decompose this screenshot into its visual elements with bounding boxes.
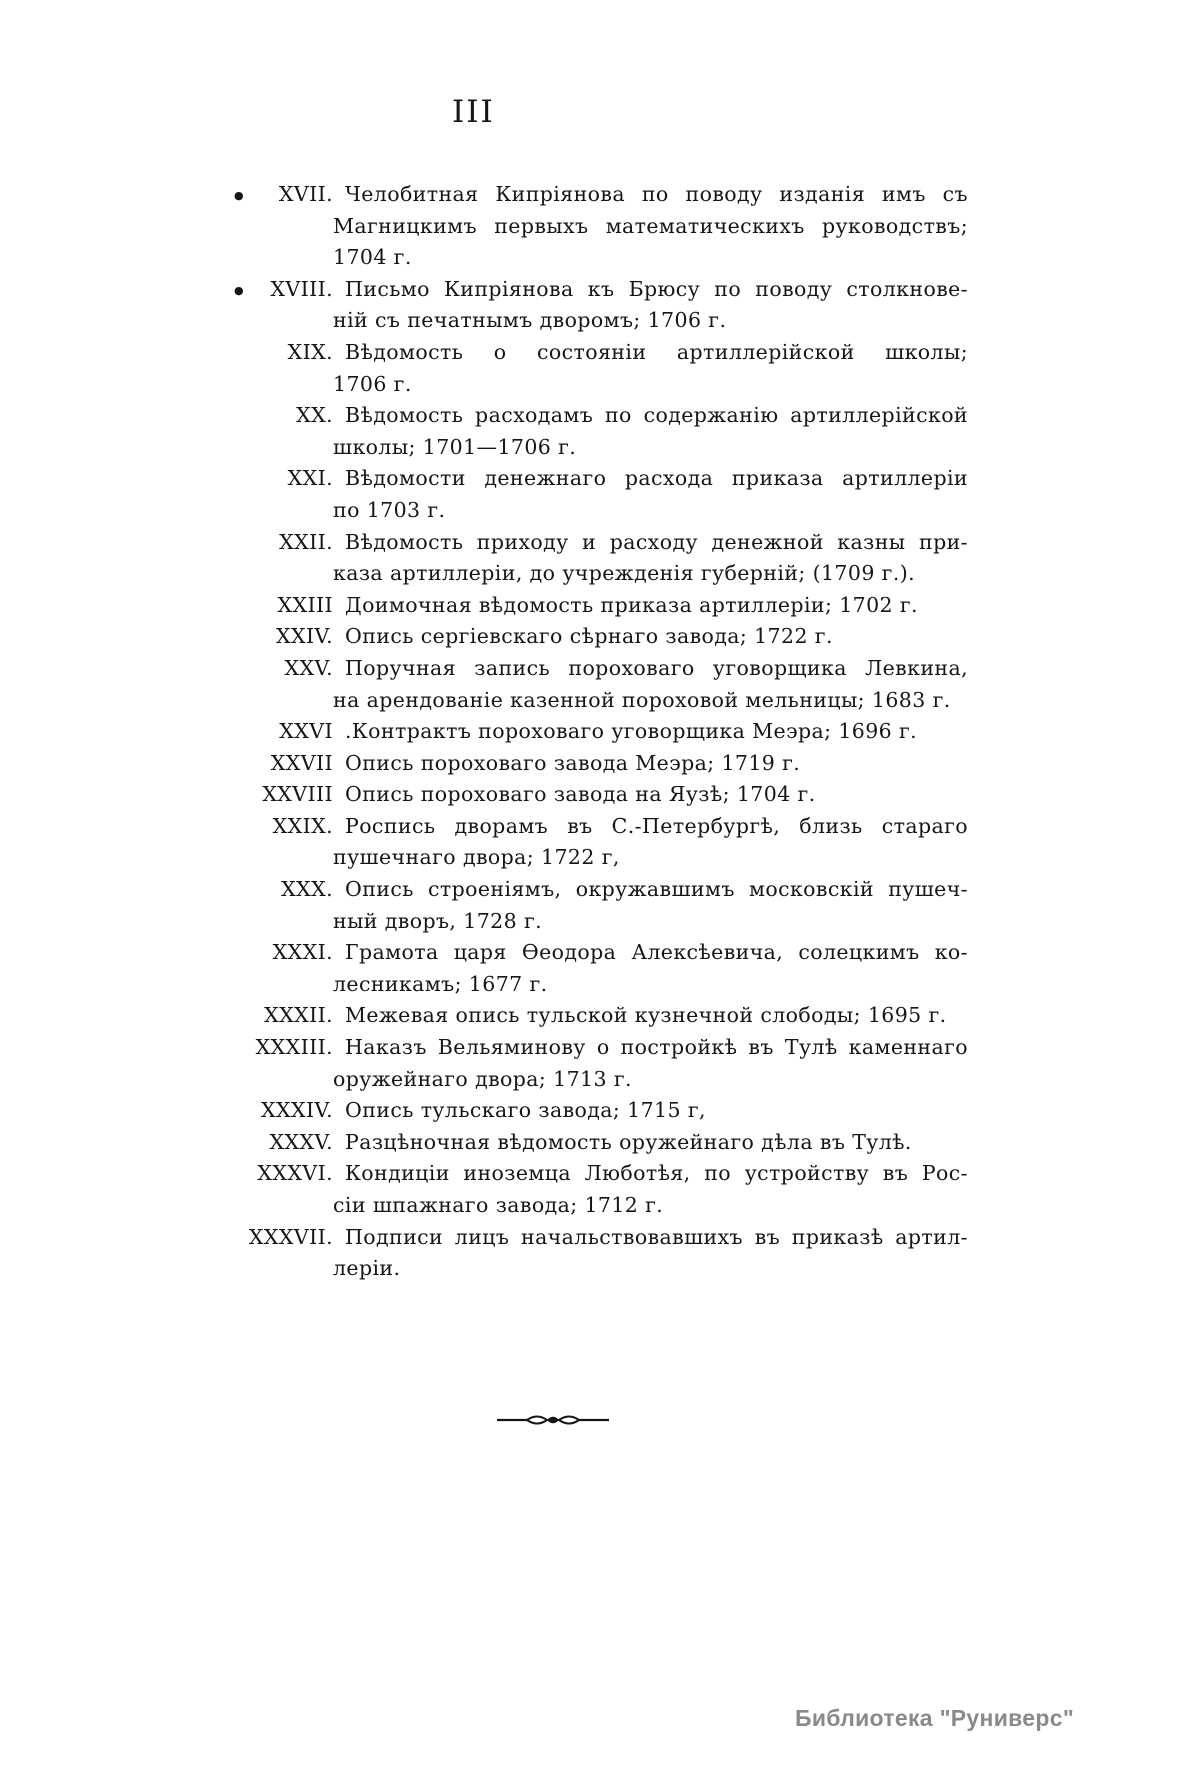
entry-numeral: XXIII [277, 592, 333, 617]
entry-numeral: XXII. [279, 529, 333, 554]
entry-text-line: оружейнаго двора; 1713 г. [333, 1066, 632, 1091]
entry-text-line: школы; 1701—1706 г. [333, 434, 577, 459]
entry-text [333, 748, 968, 780]
entry-numeral: XXXI. [272, 940, 333, 965]
entry-text-line: Грамота царя Ѳеодора Алексѣевича, солецкимъ ко- [345, 940, 968, 965]
toc-entry [190, 1127, 968, 1159]
entry-text-line: Опись строеніямъ, окружавшимъ московскій пушеч- [345, 877, 968, 902]
entry-text-line: Письмо Кипріянова къ Брюсу по поводу столкнове- [345, 276, 968, 301]
entry-text [333, 874, 968, 937]
entry-text-line: Опись пороховаго завода на Яузѣ; 1704 г. [345, 782, 816, 807]
library-watermark: Библиотека "Руниверс" [795, 1705, 1075, 1731]
entry-numeral: XXIX. [272, 813, 333, 838]
entry-numeral: XXXVII. [248, 1224, 333, 1249]
toc-entry [190, 1000, 968, 1032]
entry-numeral: XXX. [281, 877, 333, 902]
toc-entry [190, 1222, 968, 1285]
toc-entry [190, 874, 968, 937]
entry-numeral: XIX. [287, 339, 333, 364]
page-number: III [452, 94, 495, 130]
entry-text [333, 1095, 968, 1127]
entry-numeral: XXVII [270, 750, 333, 775]
entry-text [333, 400, 968, 463]
toc-entry [190, 937, 968, 1000]
entry-text-line: 1706 г. [333, 371, 412, 396]
entry-text-line: на арендованіе казенной пороховой мельницы; 1683 г. [333, 687, 951, 712]
margin-dot-icon: ● [234, 283, 244, 297]
entry-text-line: Кондиціи иноземца Люботѣя, по устройству въ Рос- [345, 1161, 968, 1186]
entry-text-line: каза артиллеріи, до учрежденія губерній; (1709 г.). [333, 561, 916, 586]
toc-entry [190, 748, 968, 780]
entry-numeral: XXVI [279, 719, 333, 744]
entry-text-line: Межевая опись тульской кузнечной слободы; 1695 г. [345, 1003, 947, 1028]
toc-entry [190, 1158, 968, 1221]
toc-entry [190, 337, 968, 400]
entry-text [333, 779, 968, 811]
entry-text [333, 811, 968, 874]
entry-text-line: пушечнаго двора; 1722 г, [333, 845, 620, 870]
entry-text-line: Подписи лицъ начальствовавшихъ въ приказѣ артил- [345, 1224, 968, 1249]
entry-text-line: Поручная запись пороховаго уговорщика Левкина, [345, 655, 968, 680]
entry-text-line: Челобитная Кипріянова по поводу изданія имъ съ [345, 182, 968, 206]
entry-text [333, 274, 968, 337]
toc-entry [190, 1095, 968, 1127]
entry-numeral: XVIII. [270, 276, 333, 301]
entry-numeral: XXXVI. [257, 1161, 333, 1186]
entry-text-line: Опись сергіевскаго сѣрнаго завода; 1722 г. [345, 624, 833, 649]
toc-entry [190, 716, 968, 748]
entry-text [333, 653, 968, 716]
toc-entry [190, 621, 968, 653]
entry-text-line: по 1703 г. [333, 497, 446, 522]
entry-text [333, 1127, 968, 1159]
entry-numeral: XXIV. [275, 624, 333, 649]
entry-text [333, 1000, 968, 1032]
entry-text-line: Разцѣночная вѣдомость оружейнаго дѣла въ Тулѣ. [345, 1129, 912, 1154]
entry-text-line: Доимочная вѣдомость приказа артиллеріи; 1702 г. [345, 592, 918, 617]
entry-text [333, 1222, 968, 1285]
entry-text-line: Наказъ Вельяминову о постройкѣ въ Тулѣ каменнаго [345, 1035, 968, 1060]
entry-text-line: Роспись дворамъ въ С.-Петербургѣ, близь стараго [345, 813, 968, 838]
ornament-divider-icon [497, 1412, 609, 1428]
entry-numeral: XXXII. [264, 1003, 333, 1028]
entry-numeral: XX. [296, 403, 333, 428]
entry-text-line: Опись пороховаго завода Меэра; 1719 г. [345, 750, 801, 775]
entry-text [333, 463, 968, 526]
entry-text-line: ный дворъ, 1728 г. [333, 908, 543, 933]
entry-text [333, 337, 968, 400]
entry-text [333, 590, 968, 622]
entry-text-line: Опись тульскаго завода; 1715 г, [345, 1098, 706, 1123]
entry-text [333, 716, 968, 748]
entry-text-line: Вѣдомость о состояніи артиллерійской школы; [345, 339, 968, 364]
entry-text-line: леріи. [333, 1256, 401, 1281]
entry-text-line: .Контрактъ пороховаго уговорщика Меэра; 1696 г. [345, 719, 918, 744]
entry-numeral: XXVIII [262, 782, 333, 807]
entry-text [333, 621, 968, 653]
toc-entry [190, 400, 968, 463]
entry-text-line: сіи шпажнаго завода; 1712 г. [333, 1193, 664, 1217]
entry-text-line: Вѣдомость приходу и расходу денежной казны при- [345, 529, 968, 554]
table-of-contents [190, 179, 968, 1285]
toc-entry [190, 527, 968, 590]
entry-text-line: лесникамъ; 1677 г. [333, 971, 548, 996]
entry-text-line: 1704 г. [333, 245, 412, 270]
entry-numeral: XXV. [284, 655, 333, 680]
toc-entry [190, 590, 968, 622]
entry-numeral: XXXV. [269, 1129, 333, 1154]
entry-text-line: ній съ печатнымъ дворомъ; 1706 г. [333, 308, 727, 333]
entry-numeral: XXI. [287, 466, 333, 491]
toc-entry [190, 1032, 968, 1095]
section-end-ornament [497, 1412, 609, 1428]
entry-text-line: Вѣдомости денежнаго расхода приказа артиллеріи [345, 466, 968, 491]
entry-text-line: Магницкимъ первыхъ математическихъ руководствъ; [333, 213, 968, 238]
toc-entry [190, 463, 968, 526]
toc-entry [190, 274, 968, 337]
toc-entry [190, 653, 968, 716]
entry-text-line: Вѣдомость расходамъ по содержанію артиллерійской [345, 403, 968, 428]
entry-text [333, 1158, 968, 1221]
entry-text [333, 1032, 968, 1095]
entry-text [333, 527, 968, 590]
entry-numeral: XVII. [278, 182, 333, 206]
entry-numeral: XXXIII. [255, 1035, 333, 1060]
margin-dot-icon: ● [234, 189, 244, 202]
toc-entry [190, 779, 968, 811]
entry-numeral: XXXIV. [260, 1098, 333, 1123]
entry-text [333, 179, 968, 274]
entry-text [333, 937, 968, 1000]
toc-entry [190, 179, 968, 274]
toc-entry [190, 811, 968, 874]
